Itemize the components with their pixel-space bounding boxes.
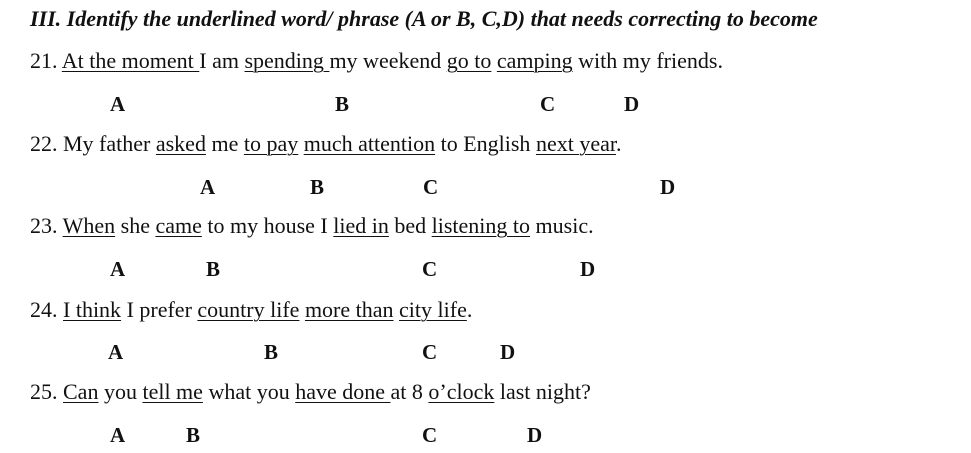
option-label-b: B <box>186 423 201 447</box>
sentence-text: you <box>98 379 143 404</box>
sentence-text: to my house I <box>201 213 334 238</box>
underlined-phrase: I think <box>63 297 122 322</box>
sentence-text: my weekend <box>329 48 447 73</box>
sentence-text: music. <box>530 213 594 238</box>
sentence-text: 22. My father <box>30 131 156 156</box>
sentence-text: 23. <box>30 213 63 238</box>
sentence-text: . <box>466 297 473 322</box>
underlined-phrase: next year <box>535 131 616 156</box>
option-label-b: B <box>206 257 221 281</box>
question-21 <box>30 48 723 74</box>
question-22 <box>30 131 621 157</box>
sentence-text: 21. <box>30 48 62 73</box>
sentence-text: at 8 <box>390 379 429 404</box>
option-label-a: A <box>200 175 216 199</box>
underlined-phrase: spending <box>244 48 330 73</box>
option-label-a: A <box>110 92 126 116</box>
underlined-phrase: listening to <box>431 213 531 238</box>
sentence-text: 24. <box>30 297 63 322</box>
option-label-b: B <box>264 340 279 364</box>
option-label-c: C <box>423 175 439 199</box>
underlined-phrase: city life <box>399 297 467 322</box>
underlined-phrase: When <box>62 213 116 238</box>
underlined-phrase: more than <box>304 297 394 322</box>
sentence-text: with my friends. <box>572 48 723 73</box>
underlined-phrase: camping <box>496 48 573 73</box>
option-label-b: B <box>310 175 325 199</box>
option-label-d: D <box>580 257 596 281</box>
underlined-phrase: Can <box>63 379 99 404</box>
sentence-text: what you <box>202 379 296 404</box>
option-label-d: D <box>624 92 640 116</box>
option-label-d: D <box>660 175 676 199</box>
underlined-phrase: tell me <box>142 379 203 404</box>
option-label-d: D <box>500 340 516 364</box>
sentence-text: 25. <box>30 379 63 404</box>
underlined-phrase: have done <box>295 379 391 404</box>
option-label-c: C <box>422 423 438 447</box>
option-label-d: D <box>527 423 543 447</box>
question-24 <box>30 297 472 323</box>
sentence-text: . <box>615 131 622 156</box>
option-label-c: C <box>422 257 438 281</box>
sentence-text: to English <box>435 131 536 156</box>
sentence-text: bed <box>388 213 432 238</box>
underlined-phrase: go to <box>446 48 492 73</box>
option-label-a: A <box>110 423 126 447</box>
underlined-phrase: o’clock <box>428 379 495 404</box>
underlined-phrase: much attention <box>303 131 436 156</box>
underlined-phrase: country life <box>197 297 300 322</box>
underlined-phrase: asked <box>155 131 206 156</box>
sentence-text: last night? <box>494 379 591 404</box>
option-label-c: C <box>540 92 556 116</box>
underlined-phrase: to pay <box>243 131 299 156</box>
underlined-phrase: At the moment <box>61 48 200 73</box>
underlined-phrase: came <box>155 213 202 238</box>
question-23 <box>30 213 594 239</box>
sentence-text: she <box>115 213 156 238</box>
option-label-b: B <box>335 92 350 116</box>
option-label-a: A <box>110 257 126 281</box>
underlined-phrase: lied in <box>333 213 389 238</box>
option-label-c: C <box>422 340 438 364</box>
question-25 <box>30 379 591 405</box>
option-label-a: A <box>108 340 124 364</box>
sentence-text: I prefer <box>121 297 198 322</box>
sentence-text: me <box>205 131 244 156</box>
sentence-text: I am <box>199 48 245 73</box>
section-heading: III. Identify the underlined word/ phrase (A or B, C,D) that needs correcting to become <box>30 6 818 31</box>
